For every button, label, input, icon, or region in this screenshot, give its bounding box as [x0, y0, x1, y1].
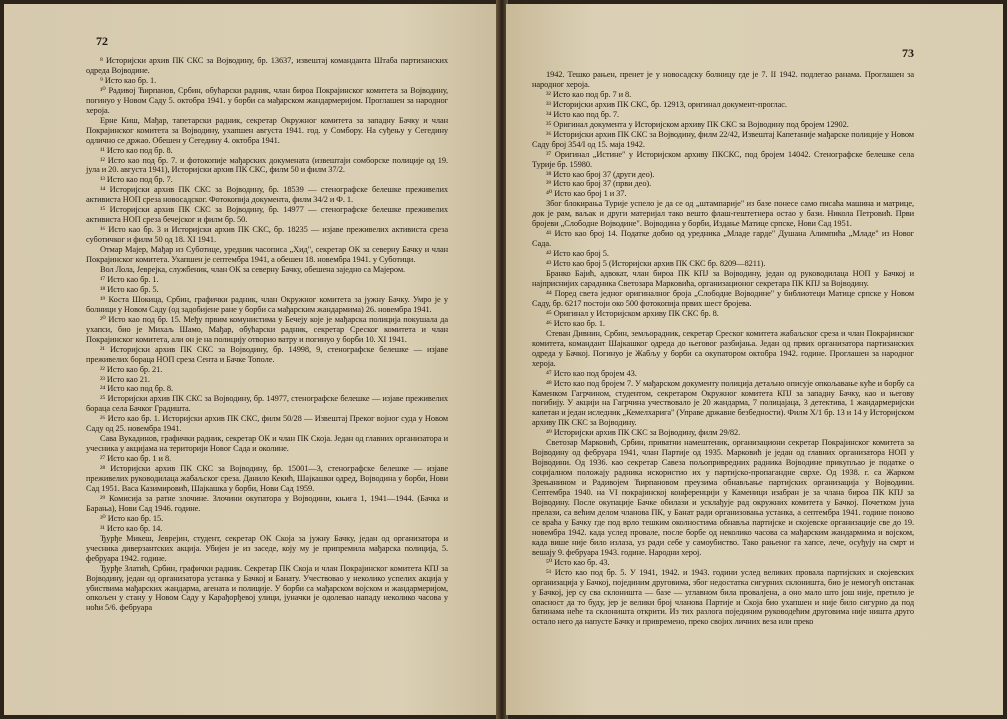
footnote-paragraph: ⁹ Исто као бр. 1. — [100, 75, 157, 85]
footnote-paragraph: ²² Исто као бр. 21. — [100, 364, 163, 374]
footnote-paragraph: ¹⁸ Исто као бр. 5. — [100, 284, 159, 294]
footnote-paragraph: ⁴⁹ Историјски архив ПК СКС за Војводину, филм 29/82. — [546, 428, 741, 438]
footnote-paragraph: ⁵⁰ Исто као бр. 43. — [546, 557, 610, 567]
footnote-paragraph: Због блокирања Турије успело је да се од „штампарије" из базе понесе само писаћа машина и матрице, док је рам, ваљак и други материјал тако вешто флаш-гештетнера остао у бази. Никола Петровић. Први бројеви „Слободне Војводине". Војводина у борби, Издање Матице српске, Нови Сад 1951. — [532, 199, 914, 229]
footnote-paragraph: Отмар Мајер, Мађар из Суботице, уредник часописа „Хид", секретар ОК за северну Бачку и члан Покрајинског комитета. Ухапшен је септембра 1941, а обешен 18. новембра 1941. у Суботици. — [86, 245, 448, 265]
footnotes-text — [532, 70, 914, 627]
footnotes-text — [86, 56, 448, 613]
footnote-paragraph: ⁴² Исто као број 5. — [546, 249, 609, 259]
footnote-paragraph: ²⁷ Исто као бр. 1 и 8. — [100, 454, 172, 464]
footnote-paragraph: ⁴⁸ Исто као под бројем 7. У мађарском документу полиција детаљно описује опкољавање куће и борбу са Каменком Гагрчином, студентом, секретаром Окружног комитета КПЈ за западну Бачку, као и његову погибију. У акцији на Гагрчина учествовало је 20 жандарма, 7 полицајаца, 3 детектива, 1 жандармеријски капетан и један иследник „Кемелхарига" (Управе државне безбедности). Филм X/1 бр. 13 и 14 у Историјском архиву ПК СКС за Војводину. — [532, 378, 914, 428]
footnote-paragraph: ¹⁴ Историјски архив ПК СКС за Војводину, бр. 18539 — стенографске белешке преживелих активиста НОП среза новосадског. Фотокопија документа, филм 34/2 и Ф. 1. — [86, 185, 448, 205]
footnote-paragraph: ¹¹ Исто као под бр. 8. — [100, 145, 173, 155]
footnote-paragraph: Бранко Бајић, адвокат, члан бироа ПК КПЈ за Војводину, један од руководилаца НОП у Бачкој и најприснијих сарадника Светозара Марковића, организационог секретара ПК КПЈ за Војводину. — [532, 269, 914, 289]
footnote-paragraph: ³² Исто као под бр. 7 и 8. — [546, 89, 632, 99]
footnote-paragraph: ¹⁹ Коста Шокица, Србин, графички радник, члан Окружног комитета за јужну Бачку. Умро је у болници у Новом Саду (од задобијене ране у борби са мађарским жандармима) 26. новембра 1941. — [86, 294, 448, 314]
footnote-paragraph: ³⁶ Историјски архив ПК СКС за Војводину, филм 22/42, Извештај Капетаније мађарске полиције у Новом Саду број 354/I од 15. маја 1942. — [532, 129, 914, 149]
footnote-paragraph: Ђурђе Златић, Србин, графички радник. Секретар ПК Скоја и члан Покрајинског комитета КПЈ за Војводину, један од организатора устанка у Бачкој и Банату. Учествовао у неколико успелих акција у убиствима мађарских жандарма, агената и полиције. У борби са мађарском војском и жандармеријом, опкољен у стану у Новом Саду у Карађорђевој улици, јуначки је одолевао нападу неколико часова у ноћи 5/6. фебруара — [86, 563, 448, 613]
left-page — [4, 4, 498, 715]
footnote-paragraph: ¹⁷ Исто као бр. 1. — [100, 274, 159, 284]
page-number: 73 — [902, 46, 914, 60]
footnote-paragraph: ¹² Исто као под бр. 7. и фотокопије мађарских докумената (извештаји сомборске полиције од 19. јула и 20. августа 1941), Историјски архив ПК СКС, филм 50 и филм 37/2. — [86, 155, 448, 175]
footnote-paragraph: ³⁷ Оригинал „Истине" у Историјском архиву ПКСКС, под бројем 14042. Стенографске белешке села Турије бр. 15980. — [532, 149, 914, 169]
footnote-paragraph: ⁴³ Исто као број 5 (Историјски архив ПК СКС бр. 8209—8211). — [546, 259, 766, 269]
footnote-paragraph: ³⁵ Оригинал документа у Историјском архиву ПК СКС за Војводину под бројем 12902. — [546, 119, 849, 129]
footnote-paragraph: ¹⁶ Исто као бр. 3 и Историјски архив ПК СКС, бр. 18235 — изјаве преживелих активиста среза суботичког и филм 50 од 18. XI 1941. — [86, 225, 448, 245]
footnote-paragraph: ²¹ Историјски архив ПК СКС за Војводину, бр. 14998, 9, стенографске белешке — изјаве преживелих бораца НОП среза Сента и Бачке Тополе. — [86, 344, 448, 364]
footnote-paragraph: Вол Лола, Јеврејка, службеник, члан ОК за северну Бачку, обешена заједно са Мајером. — [100, 265, 406, 275]
footnote-paragraph: ²⁴ Исто као под бр. 8. — [100, 384, 174, 394]
footnote-paragraph: ³⁴ Исто као под бр. 7. — [546, 109, 620, 119]
footnote-paragraph: ³¹ Исто као бр. 14. — [100, 523, 163, 533]
footnote-paragraph: ¹⁰ Радивој Ћирпанов, Србин, обућарски радник, члан бироа Покрајинског комитета за Војводину, погинуо у Новом Саду 5. октобра 1941. у борби са мађарском жандармеријом. Проглашен за народног хероја. — [86, 85, 448, 115]
footnote-paragraph: ³⁰ Исто као бр. 15. — [100, 513, 164, 523]
footnote-paragraph: ⁴⁰ Исто као број 1 и 37. — [546, 189, 627, 199]
footnote-paragraph: Светозар Марковић, Србин, приватни намештеник, организациони секретар Покрајинског комитета за Војводину од фебруара 1941, члан Партије од 1935. Марковић је један од главних организатора НОП у Војводини. Од 1936. као секретар Савеза пољопривредних радника Војводине прикупљао је податке о социјалном положају радника искористио их у партијско-пропагандне сврхе. Од 1938. г. са Жарком Зрењанином и Радивојем Ћирпановом преузима обнављање партијских организација у Војводини. Септембра 1940. на VI покрајинској конференцији у Каменици изабран је за члана бироа ПК КПЈ за Војводину. После окупације Бачке обилази и усклађује рад окружних комитета у Бачкој. Почетком јуна прелази, са већим делом чланова ПК, у Банат ради организовања устанка, а септембра 1941. године поново се враћа у Бачку где под врло тешким околностима обнавља партијске и скојевске организације све до 19. новембра 1942. када услед провале, после борбе од неколико часова са мађарским жандармима и војском, када више није било излаза, уз ради себе у самоубиство. Тако рањеног га хапсе, лече, осуђују на смрт и вешају 9. фебруара 1943. године. Народни херој. — [532, 438, 914, 557]
footnote-paragraph: ³³ Историјски архив ПК СКС, бр. 12913, оригинал документ-проглас. — [546, 99, 787, 109]
footnote-paragraph: ²⁰ Исто као под бр. 15. Међу првим комунистима у Бечеју које је мађарска полиција покушала да ухапси, био је Михаљ Шамо, Мађар, обућарски радник, секретар Среског комитета и члан Покрајинског комитета, али он је на полицију отворио ватру и погинуо у борби 10. XI 1941. — [86, 314, 448, 344]
footnote-paragraph: 1942. Тешко рањен, пренет је у новосадску болницу где је 7. II 1942. подлегао ранама. Проглашен за народног хероја. — [532, 70, 914, 89]
footnote-paragraph: ²⁵ Историјски архив ПК СКС за Војводину, бр. 14977, стенографске белешке — изјаве преживелих бораца села Бачког Градишта. — [86, 394, 448, 414]
footnote-paragraph: ⁸ Историјски архив ПК СКС за Војводину, бр. 13637, извештај команданта Штаба партизанских одреда Војводине. — [86, 56, 448, 75]
footnote-paragraph: ²³ Исто као 21. — [100, 374, 150, 384]
footnote-paragraph: Сава Вукадинов, графички радник, секретар ОК и члан ПК Скоја. Један од главних организатора и учесника у акцијама на територији Новог Сада и околине. — [86, 434, 448, 454]
footnote-paragraph: Ерне Киш, Мађар, тапетарски радник, секретар Окружног комитета за западну Бачку и члан Покрајинског комитета за Војводину, ухапшен августа 1941. год. у Сомбору. На суђењу у Сегедину одлично се држао. Обешен у Сегедину 4. октобра 1941. — [86, 115, 448, 145]
footnote-paragraph: ²⁶ Исто као бр. 1. Историјски архив ПК СКС, филм 50/28 — Извештај Преког војног суда у Новом Саду од 25. новембра 1941. — [86, 414, 448, 434]
footnote-paragraph: ⁴¹ Исто као број 14. Податке добио од уредника „Младе гарде" Душана Алимпића „Младе" из Новог Сада. — [532, 229, 914, 249]
footnote-paragraph: Стеван Дивнин, Србин, земљорадник, секретар Среског комитета жабаљског среза и члан Покрајинског комитета, командант Шајкашког одреда до његовог разбијања. Један од првих организатора партизанских одреда у Бачкој. Погинуо је Жабљу у борби са окупатором октобра 1942. године. Проглашен за народног хероја. — [532, 328, 914, 368]
footnote-paragraph: Ђурђе Микеш, Јеврејин, студент, секретар ОК Скоја за јужну Бачку, један од организатора и учесника диверзантских акција. Убијен је из заседе, коју му је припремила мађарска полиција, 5. фебруара 1942. године. — [86, 533, 448, 563]
footnote-paragraph: ³⁸ Исто као број 37 (други део). — [546, 169, 655, 179]
footnote-paragraph: ²⁹ Комисија за ратне злочине. Злочини окупатора у Војводини, књига 1, 1941—1944. (Бачка и Барања), Нови Сад 1946. године. — [86, 493, 448, 513]
footnote-paragraph: ⁴⁵ Оригинал у Историјском архиву ПК СКС бр. 8. — [546, 308, 719, 318]
page-number: 72 — [96, 34, 108, 48]
footnote-paragraph: ⁴⁶ Исто као бр. 1. — [546, 318, 605, 328]
footnote-paragraph: ⁴⁷ Исто као под бројем 43. — [546, 368, 637, 378]
footnote-paragraph: ¹³ Исто као под бр. 7. — [100, 175, 173, 185]
footnote-paragraph: ⁴⁴ Поред света једног оригиналног броја „Слободне Војводине" у библиотеци Матице српске у Новом Саду, бр. 6217 постоји око 500 фотокопија првих шест бројева. — [532, 288, 914, 308]
footnote-paragraph: ³⁹ Исто као број 37 (први део). — [546, 179, 652, 189]
footnote-paragraph: ²⁸ Историјски архив ПК СКС за Војводину, бр. 15001—3, стенографске белешке — изјаве преживелих руководилаца жабаљског среза. Данило Кекић, Шајкашки одред, Војводина у борби, Нови Сад 1951. Васа Казимировић, Шајкашка у борби, Нови Сад 1959. — [86, 464, 448, 493]
footnote-paragraph: ⁵¹ Исто као под бр. 5. У 1941, 1942. и 1943. години услед великих провала партијских и скојевских организација у Бачкој, појединим друговима, због недостатка сигурних склоништа, био је немогућ опстанак у Бачкој, јер су сва склоништа — базе — углавном била провалјена, а оно мало што још није, претило је опасност да то буду, јер је велики број чланова Партије и Скоја био ухапшен и није било сигурно да под батинама неће та склоништа открити. Из тих разлога појединим руководећим друговима није ништа друго остало него да напусте Бачку и привремено, преко својих личних веза или преко — [532, 567, 914, 627]
right-page — [506, 4, 1003, 715]
footnote-paragraph: ¹⁵ Историјски архив ПК СКС за Војводину, бр. 14977 — стенографске белешке преживелих активиста НОП среза бечејског и филм бр. 50. — [86, 205, 448, 225]
